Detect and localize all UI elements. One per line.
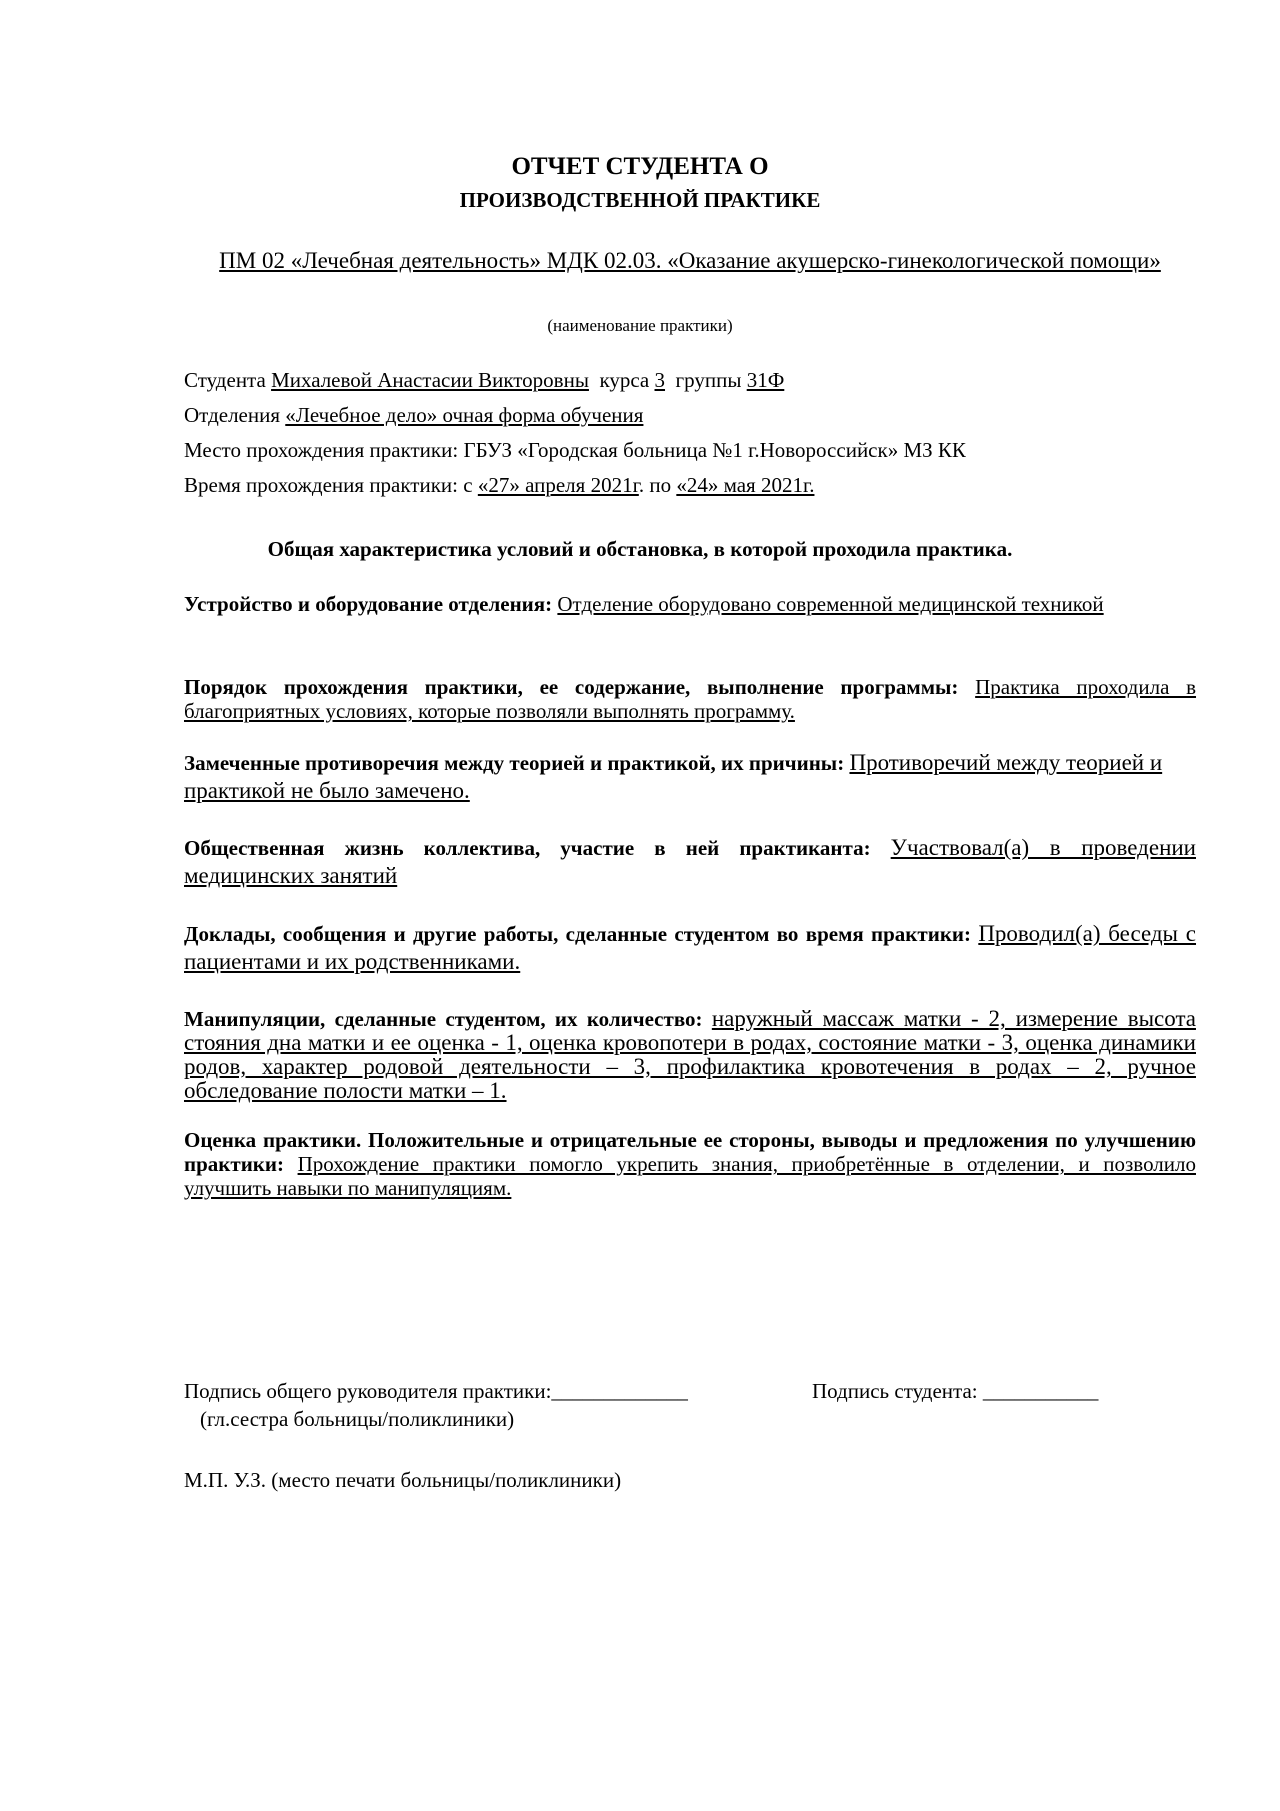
time-label: Время прохождения практики: с — [184, 473, 473, 497]
student-line — [184, 366, 1194, 394]
section-social-life — [184, 834, 1196, 890]
course-value: 3 — [654, 368, 666, 392]
section-label: Порядок прохождения практики, ее содержание, выполнение программы: — [184, 675, 959, 699]
section-text: Участвовал(а) в проведении медицинских занятий — [184, 835, 1196, 888]
section-evaluation — [184, 1128, 1196, 1200]
section-manipulations — [184, 1007, 1196, 1103]
section-text: Проводил(а) беседы с пациентами и их родственниками. — [184, 921, 1197, 974]
department-value: «Лечебное дело» очная форма обучения — [285, 403, 644, 427]
section-label: Общественная жизнь коллектива, участие в ней практиканта: — [184, 836, 871, 860]
place-value: ГБУЗ «Городская больница №1 г.Новороссийск» МЗ КК — [463, 438, 966, 462]
practice-note: (наименование практики) — [547, 316, 733, 335]
section-procedure — [184, 675, 1196, 723]
report-title-line2: ПРОИЗВОДСТВЕННОЙ ПРАКТИКЕ — [459, 188, 821, 212]
section-label: Оценка практики. Положительные и отрицательные ее стороны, выводы и предложения по улучшению практики: — [184, 1128, 1196, 1176]
section-text: Противоречий между теорией и практикой не было замечено. — [184, 750, 1163, 803]
section-text: Практика проходила в благоприятных условиях, которые позволяли выполнять программу. — [184, 675, 1197, 723]
section-reports — [184, 920, 1196, 976]
supervisor-signature: Подпись общего руководителя практики:_____________ — [184, 1379, 688, 1403]
supervisor-note: (гл.сестра больницы/поликлиники) — [200, 1407, 515, 1431]
place-line — [184, 436, 1194, 464]
section-label: Замеченные противоречия между теорией и практикой, их причины: — [184, 751, 845, 775]
time-line — [184, 471, 1194, 499]
student-label: Студента — [184, 368, 266, 392]
section-label: Доклады, сообщения и другие работы, сделанные студентом во время практики: — [184, 922, 972, 946]
time-to: «24» мая 2021г. — [676, 473, 815, 497]
place-label: Место прохождения практики: — [184, 438, 459, 462]
student-name: Михалевой Анастасии Викторовны — [271, 368, 589, 392]
section-text: наружный массаж матки - 2, измерение высота стояния дна матки и ее оценка - 1, оценка кровопотери в родах, состояние матки - 3, оценка динамики родов, характер родовой деятельности – 3, профилактика кровотечения в родах – 2, ручное обследование полости матки – 1. — [184, 1006, 1196, 1103]
time-to-label: по — [649, 473, 672, 497]
course-label: курса — [599, 368, 650, 392]
report-title-line1: ОТЧЕТ СТУДЕНТА О — [511, 153, 769, 180]
time-from: «27» апреля 2021г — [477, 473, 639, 497]
department-line — [184, 401, 1194, 429]
time-dot: . — [638, 473, 645, 497]
student-signature: Подпись студента: ___________ — [812, 1379, 1099, 1403]
practice-name-text: ПМ 02 «Лечебная деятельность» МДК 02.03. «Оказание акушерско-гинекологической помощи» — [219, 248, 1161, 273]
department-label: Отделения — [184, 403, 281, 427]
section-text: Отделение оборудовано современной медицинской техникой — [557, 592, 1104, 616]
section-equipment — [184, 592, 1196, 616]
section-label: Манипуляции, сделанные студентом, их количество: — [184, 1007, 703, 1031]
section-heading: Общая характеристика условий и обстановка, в которой проходила практика. — [267, 537, 1013, 561]
stamp-place: М.П. У.З. (место печати больницы/поликлиники) — [184, 1468, 622, 1492]
group-label: группы — [675, 368, 742, 392]
section-label: Устройство и оборудование отделения: — [184, 592, 553, 616]
practice-name — [200, 244, 1180, 278]
section-contradictions — [184, 749, 1196, 805]
section-text: Прохождение практики помогло укрепить знания, приобретённые в отделении, и позволило улучшить навыки по манипуляциям. — [184, 1152, 1196, 1200]
group-value: 31Ф — [746, 368, 785, 392]
